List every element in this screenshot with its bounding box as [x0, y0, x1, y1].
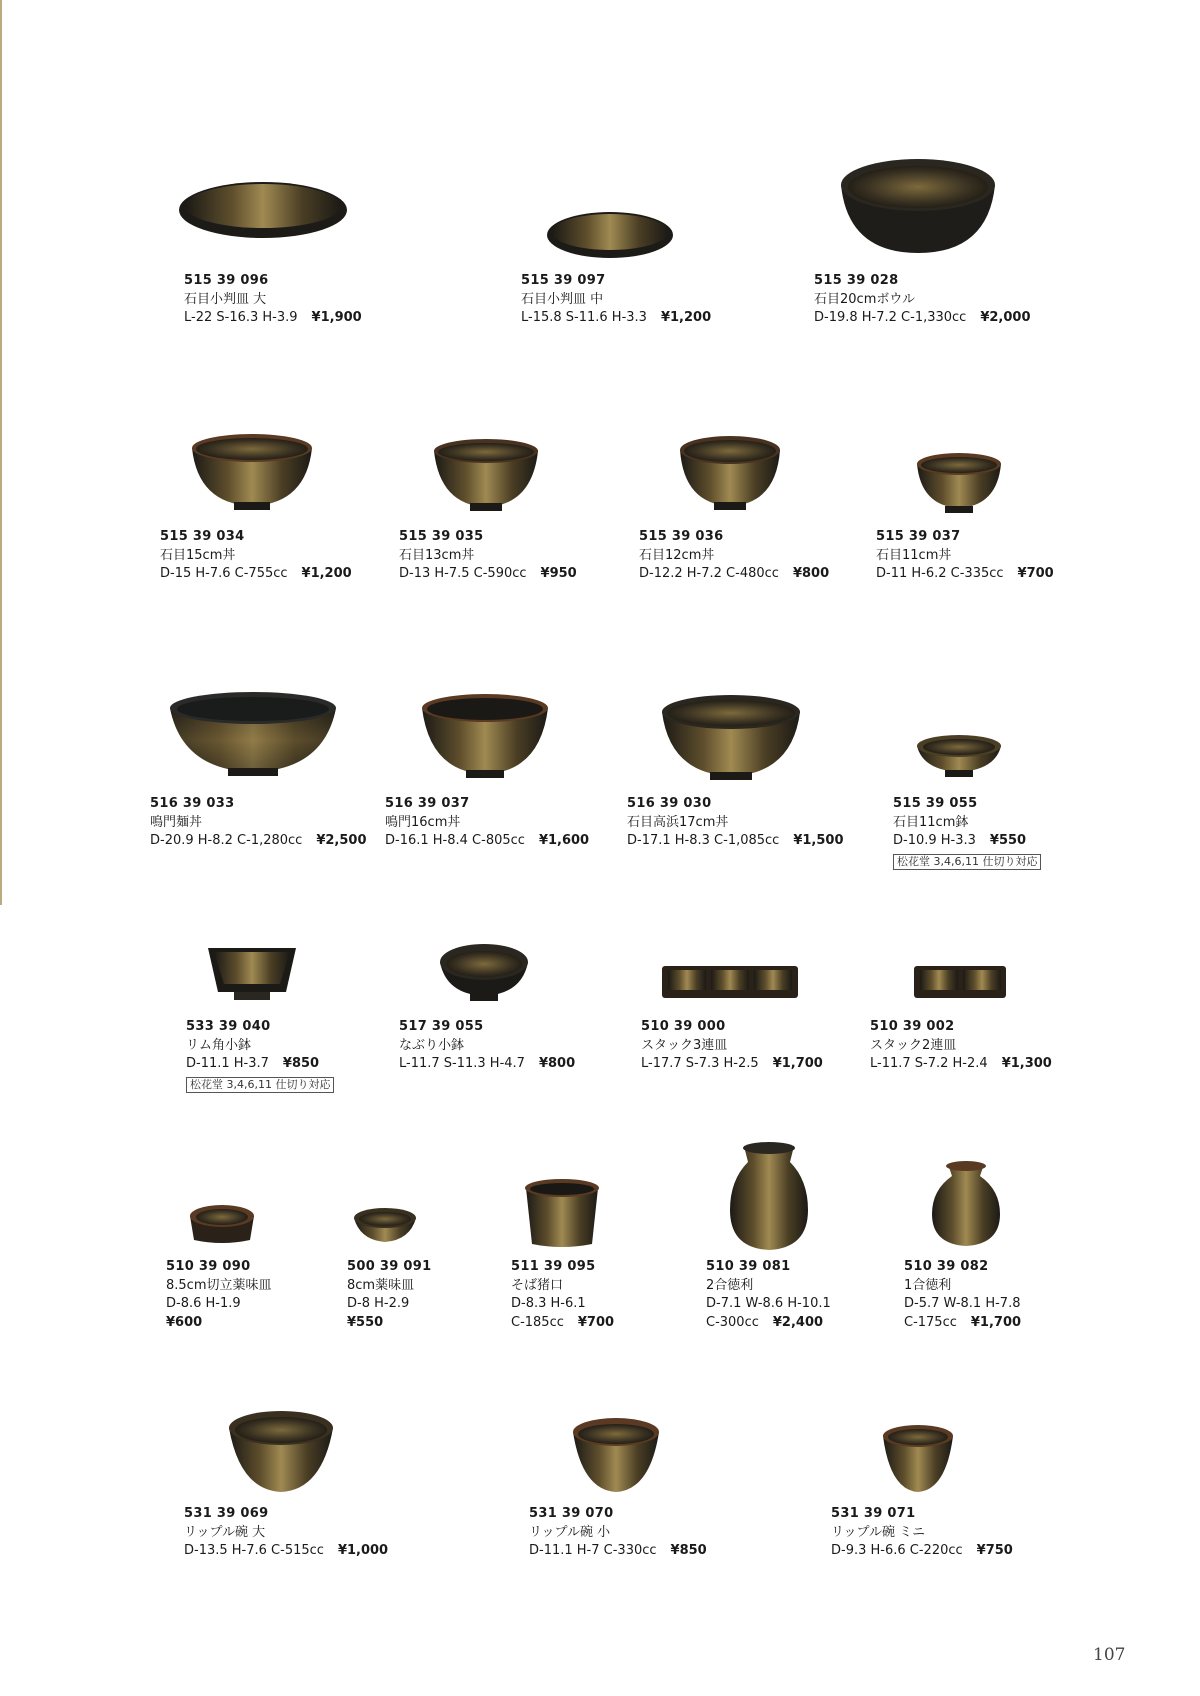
partition-compatibility-badge: 松花堂 3,4,6,11 仕切り対応 [186, 1077, 334, 1093]
product-code: 531 39 071 [831, 1506, 916, 1521]
stack-2-section-dish-image [912, 962, 1008, 1002]
product-spec: L-15.8 S-11.6 H-3.3 [521, 310, 647, 325]
product-capacity: C-175cc [904, 1314, 957, 1330]
product-price: ¥600 [166, 1314, 203, 1330]
product-name: 石目15cm丼 [160, 547, 236, 563]
product-code: 515 39 037 [876, 529, 961, 544]
product-code: 531 39 070 [529, 1506, 614, 1521]
product-spec: L-17.7 S-7.3 H-2.5 [641, 1056, 759, 1071]
product-price: ¥550 [989, 833, 1027, 848]
page-edge-line [0, 0, 2, 905]
product-name: 石目小判皿 中 [521, 291, 604, 307]
product-spec: D-8.6 H-1.9 [166, 1296, 241, 1311]
product-name: 石目13cm丼 [399, 547, 475, 563]
product-price: ¥1,000 [337, 1543, 389, 1558]
oval-plate-large-image [178, 180, 348, 240]
product-price: ¥1,500 [793, 833, 844, 848]
product-spec: L-22 S-16.3 H-3.9 [184, 310, 298, 325]
product-name: リップル碗 大 [184, 1524, 266, 1540]
product-code: 510 39 081 [706, 1259, 791, 1274]
product-price: ¥800 [538, 1056, 576, 1071]
product-code: 510 39 090 [166, 1259, 251, 1274]
product-spec: D-17.1 H-8.3 C-1,085cc [627, 833, 780, 848]
product-spec: D-11.1 H-3.7 [186, 1056, 269, 1071]
page-number: 107 [1093, 1645, 1126, 1665]
product-price: ¥700 [577, 1314, 615, 1330]
takahama-17cm-donburi-image [660, 690, 802, 782]
product-name: 石目20cmボウル [814, 291, 915, 307]
product-name: 1合徳利 [904, 1277, 952, 1293]
hachi-11cm-image [915, 732, 1003, 780]
rim-square-bowl-image [206, 944, 298, 1004]
product-price: ¥800 [792, 566, 830, 581]
product-code: 500 39 091 [347, 1259, 432, 1274]
product-code: 515 39 028 [814, 273, 899, 288]
donburi-15cm-image [190, 430, 314, 514]
product-spec: D-19.8 H-7.2 C-1,330cc [814, 310, 967, 325]
donburi-13cm-image [432, 435, 540, 515]
product-spec: D-13 H-7.5 C-590cc [399, 566, 527, 581]
product-code: 515 39 096 [184, 273, 269, 288]
product-price: ¥1,300 [1001, 1056, 1052, 1071]
product-name: 8cm薬味皿 [347, 1277, 415, 1293]
product-name: 石目11cm鉢 [893, 814, 969, 830]
product-name: 石目小判皿 大 [184, 291, 267, 307]
product-price: ¥850 [282, 1056, 320, 1071]
product-capacity: C-185cc [511, 1314, 564, 1330]
condiment-dish-8cm-image [352, 1204, 418, 1246]
product-code: 533 39 040 [186, 1019, 271, 1034]
kiritate-condiment-dish-image [188, 1202, 256, 1246]
product-price: ¥850 [670, 1543, 707, 1558]
ripple-bowl-mini-image [880, 1422, 956, 1496]
product-spec: D-5.7 W-8.1 H-7.8 [904, 1296, 1021, 1311]
product-spec: D-8.3 H-6.1 [511, 1296, 586, 1311]
product-code: 516 39 033 [150, 796, 235, 811]
product-name: 石目高浜17cm丼 [627, 814, 729, 830]
product-price: ¥2,400 [772, 1314, 824, 1330]
product-name: 2合徳利 [706, 1277, 754, 1293]
product-price: ¥1,200 [660, 310, 712, 325]
product-name: 鳴門16cm丼 [385, 814, 461, 830]
product-code: 510 39 002 [870, 1019, 955, 1034]
product-price: ¥1,700 [772, 1056, 823, 1071]
stack-3-section-dish-image [660, 962, 800, 1002]
oval-plate-medium-image [546, 210, 674, 260]
tokkuri-1go-image [928, 1158, 1004, 1248]
product-code: 510 39 082 [904, 1259, 989, 1274]
product-spec: D-10.9 H-3.3 [893, 833, 976, 848]
product-price: ¥2,000 [980, 310, 1031, 325]
product-price: ¥700 [1017, 566, 1054, 581]
product-spec: D-12.2 H-7.2 C-480cc [639, 566, 779, 581]
product-price: ¥550 [347, 1314, 384, 1330]
naruto-noodle-bowl-image [168, 688, 338, 780]
product-code: 511 39 095 [511, 1259, 596, 1274]
product-price: ¥2,500 [316, 833, 367, 848]
product-name: 8.5cm切立薬味皿 [166, 1277, 272, 1293]
product-spec: D-16.1 H-8.4 C-805cc [385, 833, 525, 848]
product-name: スタック3連皿 [641, 1037, 728, 1053]
product-code: 515 39 055 [893, 796, 978, 811]
tokkuri-2go-image [724, 1140, 814, 1252]
partition-compatibility-badge: 松花堂 3,4,6,11 仕切り対応 [893, 854, 1041, 870]
product-spec: D-8 H-2.9 [347, 1296, 410, 1311]
product-price: ¥1,700 [970, 1314, 1022, 1330]
product-name: なぶり小鉢 [399, 1037, 465, 1053]
product-spec: L-11.7 S-7.2 H-2.4 [870, 1056, 988, 1071]
product-spec: D-20.9 H-8.2 C-1,280cc [150, 833, 303, 848]
bowl-20cm-image [838, 155, 998, 255]
product-name: リップル碗 ミニ [831, 1524, 926, 1540]
donburi-12cm-image [678, 430, 782, 514]
product-name: リム角小鉢 [186, 1037, 252, 1053]
product-name: 鳴門麺丼 [150, 814, 203, 830]
product-capacity: C-300cc [706, 1314, 759, 1330]
ripple-bowl-small-image [570, 1416, 662, 1496]
product-spec: D-7.1 W-8.6 H-10.1 [706, 1296, 831, 1311]
product-code: 516 39 030 [627, 796, 712, 811]
product-spec: D-13.5 H-7.6 C-515cc [184, 1543, 324, 1558]
ripple-bowl-large-image [226, 1408, 336, 1496]
product-spec: L-11.7 S-11.3 H-4.7 [399, 1056, 525, 1071]
product-price: ¥1,900 [311, 310, 362, 325]
product-price: ¥950 [540, 566, 577, 581]
product-code: 510 39 000 [641, 1019, 726, 1034]
donburi-11cm-image [915, 450, 1003, 516]
product-name: 石目12cm丼 [639, 547, 715, 563]
product-name: スタック2連皿 [870, 1037, 957, 1053]
product-code: 515 39 034 [160, 529, 245, 544]
product-spec: D-15 H-7.6 C-755cc [160, 566, 288, 581]
product-code: 515 39 097 [521, 273, 606, 288]
product-price: ¥1,600 [538, 833, 590, 848]
product-code: 515 39 036 [639, 529, 724, 544]
naburi-small-bowl-image [438, 942, 530, 1004]
product-name: リップル碗 小 [529, 1524, 611, 1540]
product-price: ¥750 [976, 1543, 1013, 1558]
product-price: ¥1,200 [301, 566, 352, 581]
product-spec: D-9.3 H-6.6 C-220cc [831, 1543, 963, 1558]
product-name: 石目11cm丼 [876, 547, 952, 563]
product-spec: D-11.1 H-7 C-330cc [529, 1543, 657, 1558]
naruto-16cm-donburi-image [420, 690, 550, 780]
product-code: 517 39 055 [399, 1019, 484, 1034]
product-spec: D-11 H-6.2 C-335cc [876, 566, 1004, 581]
soba-choko-cup-image [522, 1176, 602, 1252]
product-code: 531 39 069 [184, 1506, 269, 1521]
product-name: そば猪口 [511, 1277, 564, 1293]
product-code: 516 39 037 [385, 796, 470, 811]
product-code: 515 39 035 [399, 529, 484, 544]
